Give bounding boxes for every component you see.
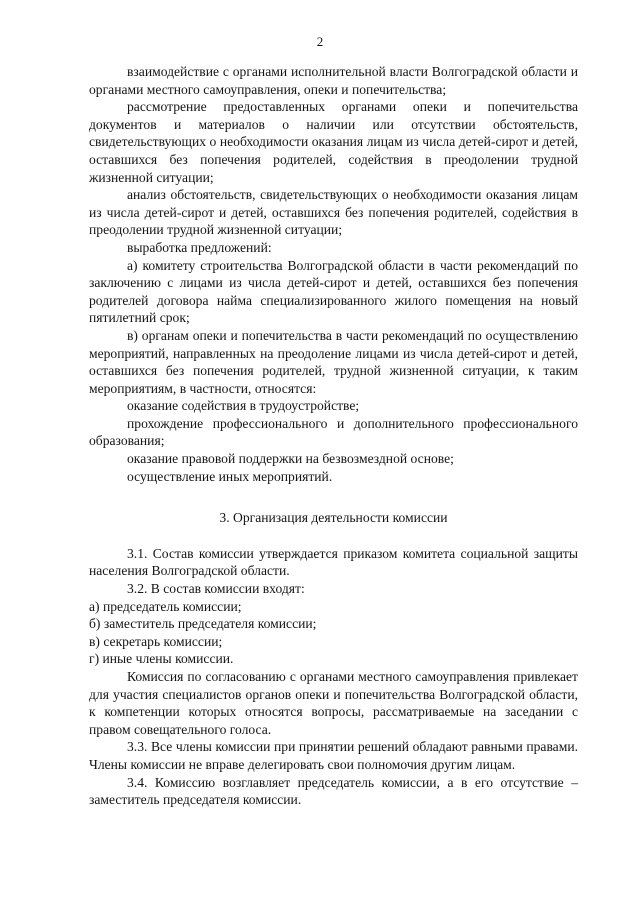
list-item: г) иные члены комиссии. bbox=[89, 651, 234, 667]
paragraph: взаимодействие с органами исполнительной власти Волгоградской области и органами местного самоуправления, опеки и попечительства; bbox=[89, 64, 578, 97]
paragraph: рассмотрение предоставленных органами опеки и попечительства документов и материалов о наличии или отсутствии обстоятельств, свидетельствующих о необходимости оказания лицам из числа детей-сирот и детей, оставшихся без попечения родителей, содействия в преодолении трудной жизненной ситуации; bbox=[89, 99, 578, 185]
section-heading: 3. Организация деятельности комиссии bbox=[219, 510, 448, 526]
paragraph: выработка предложений: bbox=[127, 239, 272, 255]
paragraph: 3.3. Все члены комиссии при принятии решений обладают равными правами. Члены комиссии не вправе делегировать свои полномочия другим лицам. bbox=[89, 739, 578, 772]
paragraph: 3.1. Состав комиссии утверждается приказом комитета социальной защиты населения Волгоградской области. bbox=[89, 545, 578, 579]
list-item: прохождение профессионального и дополнительного профессионального образования; bbox=[89, 415, 578, 449]
list-item: в) органам опеки и попечительства в части рекомендаций по осуществлению мероприятий, направленных на преодоление лицами из числа детей-сирот и детей, оставшихся без попечения родителей, трудной жизненной ситуации, к таким мероприятиям, в частности, относятся: bbox=[89, 327, 578, 396]
list-item: а) председатель комиссии; bbox=[89, 598, 242, 614]
paragraph: Комиссия по согласованию с органами местного самоуправления привлекает для участия специалистов органов опеки и попечительства Волгоградской области, к компетенции которых относятся вопросы, рассматриваемые на заседании с правом совещательного голоса. bbox=[89, 669, 578, 737]
paragraph: 3.2. В состав комиссии входят: bbox=[127, 581, 305, 597]
document-body bbox=[89, 63, 578, 809]
paragraph: анализ обстоятельств, свидетельствующих о необходимости оказания лицам из числа детей-сирот и детей, оставшихся без попечения родителей, содействия в преодолении трудной жизненной ситуации; bbox=[89, 187, 578, 238]
paragraph: 3.4. Комиссию возглавляет председатель комиссии, а в его отсутствие – заместитель председателя комиссии. bbox=[89, 774, 578, 808]
list-item: осуществление иных мероприятий. bbox=[127, 468, 333, 484]
list-item: оказание правовой поддержки на безвозмездной основе; bbox=[127, 451, 454, 467]
list-item: в) секретарь комиссии; bbox=[89, 633, 223, 649]
list-item: а) комитету строительства Волгоградской области в части рекомендаций по заключению с лицами из числа детей-сирот и детей, оставшихся без попечения родителей договора найма специализированного жилого помещения на новый пятилетний срок; bbox=[89, 257, 578, 326]
list-item: оказание содействия в трудоустройстве; bbox=[127, 398, 360, 414]
page-number: 2 bbox=[316, 34, 324, 49]
list-item: б) заместитель председателя комиссии; bbox=[89, 616, 317, 632]
